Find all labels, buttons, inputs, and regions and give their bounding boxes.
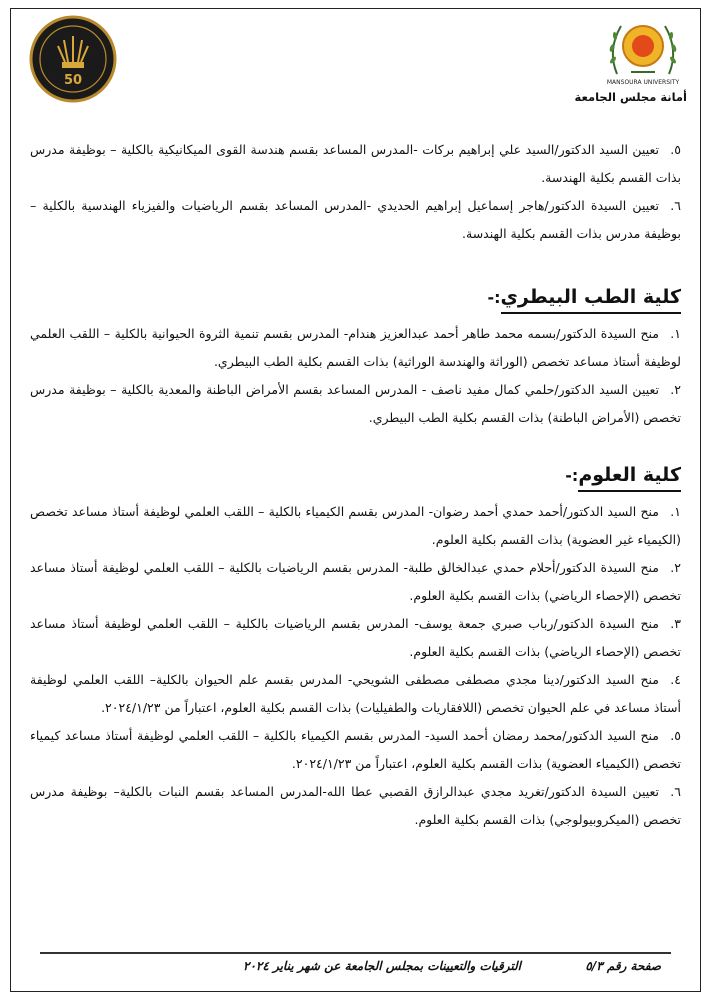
footer-text: الترقيات والتعيينات بمجلس الجامعة عن شهر يناير ٢٠٢٤ [243,959,521,973]
engineering-items [30,136,681,248]
svg-text:50: 50 [63,73,83,88]
vet-items [30,320,681,432]
decision-item: ٢.تعيين السيد الدكتور/حلمي كمال مفيد ناصف - المدرس المساعد بقسم الأمراض الباطنة والمعدية بالكلية – بوظيفة مدرس تخصص (الأمراض الباطنة) بذات القسم بكلية الطب البيطري. [30,382,681,425]
section-title: كلية العلوم [578,462,681,492]
svg-text:MANSOURA UNIVERSITY: MANSOURA UNIVERSITY [606,79,680,86]
decision-item: ١.منح السيد الدكتور/أحمد حمدي أحمد رضوان- المدرس بقسم الكيمياء بالكلية – اللقب العلمي لوظيفة أستاذ مساعد تخصص (الكيمياء غير العضوية) بذات القسم بكلية العلوم. [30,504,681,547]
decision-item: ٦.تعيين السيدة الدكتور/هاجر إسماعيل إبراهيم الحديدي -المدرس المساعد بقسم الرياضيات والفيزياء الهندسية بالكلية – بوظيفة مدرس بذات القسم بكلية الهندسة. [30,198,681,241]
decision-item: ٦.تعيين السيدة الدكتور/تغريد مجدي عبدالرازق القصبي عطا الله-المدرس المساعد بقسم النبات بالكلية– بوظيفة مدرس تخصص (الميكروبيولوجي) بذات القسم بكلية العلوم. [30,784,681,827]
mansoura-university-logo [603,14,683,88]
decision-item: ٥.تعيين السيد الدكتور/السيد علي إبراهيم بركات -المدرس المساعد بقسم هندسة القوى الميكانيكية بالكلية – بوظيفة مدرس بذات القسم بكلية الهندسة. [30,142,681,185]
section-heading-vet: كلية الطب البيطري:- [30,284,681,314]
secretariat-label: أمانة مجلس الجامعة [574,90,687,104]
decision-item: ٢.منح السيدة الدكتور/أحلام حمدي عبدالخالق طلبة- المدرس بقسم الرياضيات بالكلية – اللقب العلمي لوظيفة أستاذ مساعد تخصص (الإحصاء الرياضي) بذات القسم بكلية العلوم. [30,560,681,603]
document-body [30,136,681,834]
decision-item: ٣.منح السيدة الدكتور/رباب صبري جمعة يوسف- المدرس بقسم الرياضيات بالكلية – اللقب العلمي لوظيفة أستاذ مساعد تخصص (الإحصاء الرياضي) بذات القسم بكلية العلوم. [30,616,681,659]
page-footer [40,952,671,980]
anniversary-logo [28,14,118,104]
section-title: كلية الطب البيطري [501,284,681,314]
science-items [30,498,681,834]
page-number: صفحة رقم ٥/٣ [585,959,661,973]
section-heading-science: كلية العلوم:- [30,462,681,492]
decision-item: ٥.منح السيد الدكتور/محمد رمضان أحمد السيد- المدرس بقسم الكيمياء بالكلية – اللقب العلمي لوظيفة أستاذ مساعد كيمياء تخصص (الكيمياء العضوية) بذات القسم بكلية العلوم، اعتباراً من ٢٠٢٤/١/٢٣. [30,728,681,771]
decision-item: ١.منح السيدة الدكتور/بسمه محمد طاهر أحمد عبدالعزيز هندام- المدرس بقسم تنمية الثروة الحيوانية بالكلية – اللقب العلمي لوظيفة أستاذ مساعد تخصص (الوراثة والهندسة الوراثية) بذات القسم بكلية الطب البيطري. [30,326,681,369]
decision-item: ٤.منح السيد الدكتور/دينا مجدي مصطفى مصطفى الشويحي- المدرس بقسم علم الحيوان بالكلية– اللقب العلمي لوظيفة أستاذ مساعد في علم الحيوان تخصص (اللافقاريات والطفيليات) بذات القسم بكلية العلوم، اعتباراً من ٢٠٢٤/١/٢٣. [30,672,681,715]
letterhead [22,12,689,112]
